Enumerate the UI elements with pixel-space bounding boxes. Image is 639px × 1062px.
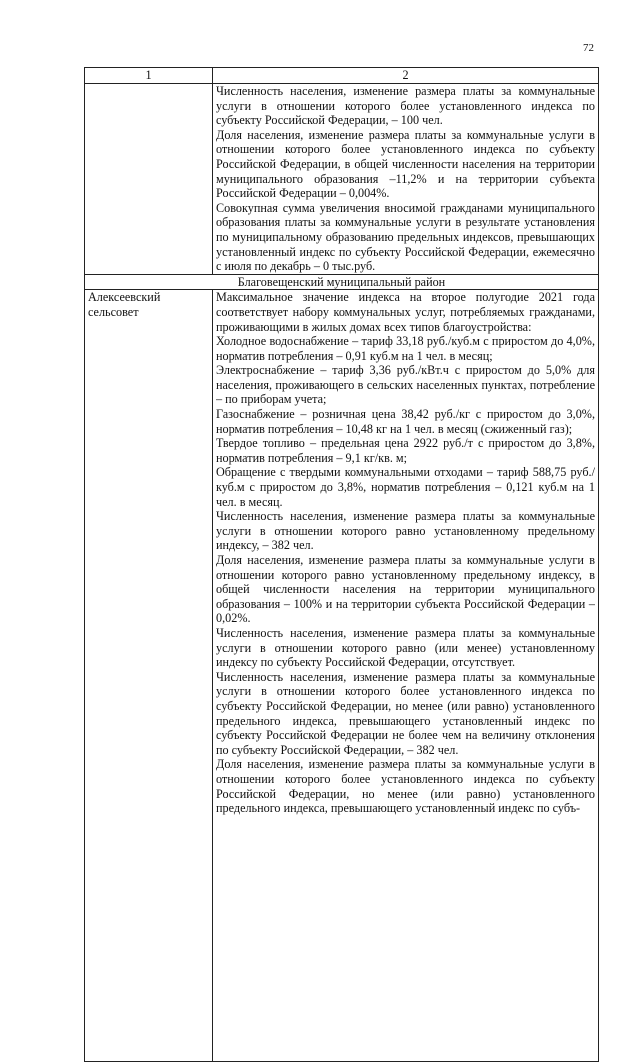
page-number: 72 [583,42,594,54]
continuation-row [85,84,599,275]
paragraph: Численность населения, изменение размера платы за коммунальные услуги в отношении которого более установленного индекса по субъекту Российской Федерации, – 100 чел. [216,84,595,128]
paragraph: Численность населения, изменение размера платы за коммунальные услуги в отношении которого равно установленному предельному индексу, – 382 чел. [216,509,595,553]
paragraph: Доля населения, изменение размера платы за коммунальные услуги в отношении которого более установленного индекса по субъекту Российской Федерации, но менее (или равно) установленного предельного индекса, превышающего установленный индекс по субъ- [216,757,595,816]
paragraph: Численность населения, изменение размера платы за коммунальные услуги в отношении которого равно (или менее) установленному индексу по субъекту Российской Федерации, отсутствует. [216,625,595,670]
municipality-content [216,290,595,1061]
continuation-empty-cell [85,84,213,275]
column-header-2: 2 [213,68,599,84]
paragraph: Газоснабжение – розничная цена 38,42 руб./кг с приростом до 3,0%, норматив потребления – 10,48 кг на 1 чел. в месяц (сжиженный газ); [216,407,595,436]
paragraph: Твердое топливо – предельная цена 2922 руб./т с приростом до 3,8%, норматив потребления – 9,1 кг/кв. м; [216,436,595,465]
paragraph: Холодное водоснабжение – тариф 33,18 руб./куб.м с приростом до 4,0%, норматив потребления – 0,91 куб.м на 1 чел. в месяц; [216,334,595,363]
district-row [85,274,599,290]
paragraph: Обращение с твердыми коммунальными отходами – тариф 588,75 руб./куб.м с приростом до 3,8%, норматив потребления – 0,121 куб.м на 1 чел. в месяц. [216,465,595,509]
municipality-content-cell [213,290,599,1062]
paragraph: Электроснабжение – тариф 3,36 руб./кВт.ч с приростом до 5,0% для населения, проживающего в сельских населенных пунктах, потребление – по приборам учета; [216,363,595,407]
municipal-index-table [84,67,599,1062]
paragraph: Доля населения, изменение размера платы за коммунальные услуги в отношении которого равно установленному предельному индексу, в общей численности населения на территории муниципального образования – 100% и на территории субъекта Российской Федерации – 0,02%. [216,553,595,626]
district-title: Благовещенский муниципальный район [85,274,599,290]
paragraph: Максимальное значение индекса на второе полугодие 2021 года соответствует набору коммунальных услуг, потребляемых гражданами, проживающими в жилых домах всех типов благоустройства: [216,290,595,334]
paragraph: Численность населения, изменение размера платы за коммунальные услуги в отношении которого более установленного индекса по субъекту Российской Федерации, но менее (или равно) установленного предельного индекса, превышающего установленный индекс по субъекту Российской Федерации не более чем на величину отклонения по субъекту Российской Федерации, – 382 чел. [216,669,595,757]
municipality-row [85,290,599,1062]
municipality-name: Алексеевский сельсовет [85,290,213,1062]
paragraph: Совокупная сумма увеличения вносимой гражданами муниципального образования платы за коммунальные услуги в результате установления по муниципальному образованию предельных индексов, превышающих установленный индекс по субъекту Российской Федерации, ежемесячно с июля по декабрь – 0 тыс.руб. [216,200,595,274]
paragraph: Доля населения, изменение размера платы за коммунальные услуги в отношении которого более установленного индекса по субъекту Российской Федерации, в общей численности населения на территории муниципального образования –11,2% и на территории субъекта Российской Федерации – 0,004%. [216,127,595,201]
table-header-row [85,68,599,84]
continuation-content-cell [213,84,599,275]
column-header-1: 1 [85,68,213,84]
